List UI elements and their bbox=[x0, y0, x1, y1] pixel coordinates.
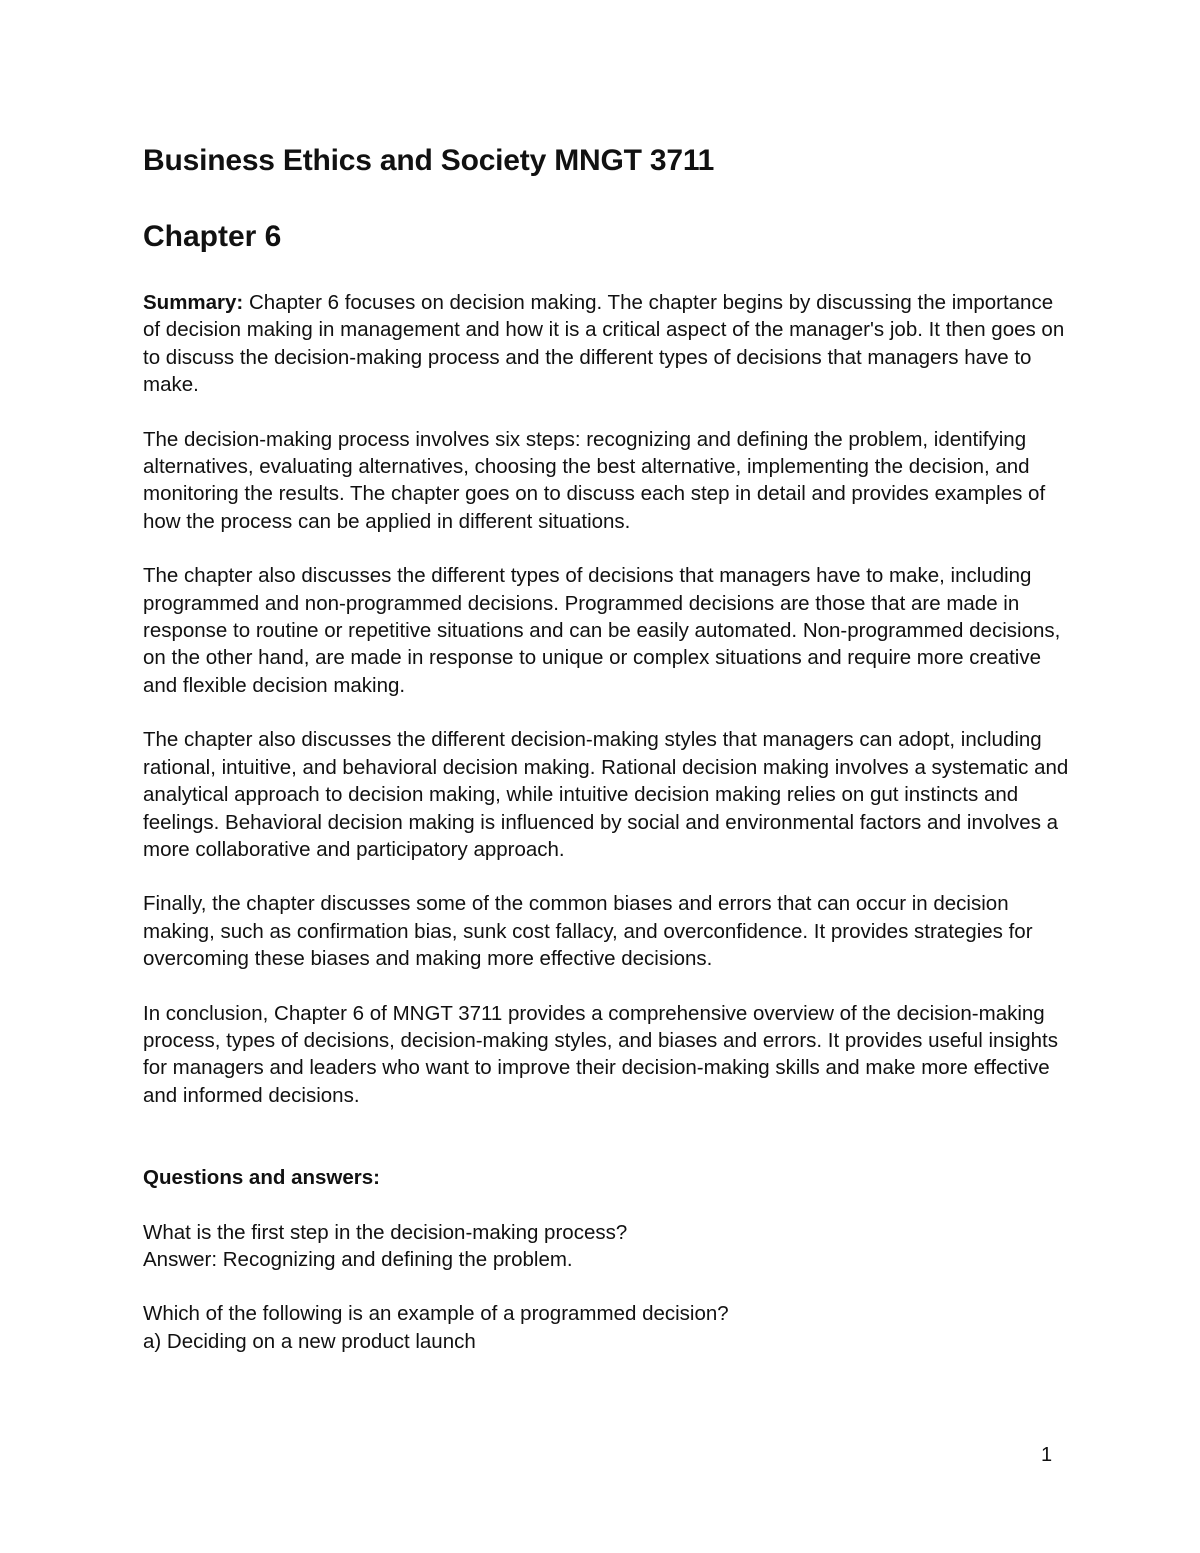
body-paragraph-biases: Finally, the chapter discusses some of the common biases and errors that can occur in decision making, such as confirmation bias, sunk cost fallacy, and overconfidence. It provides strategies for overcoming these biases and making more effective decisions. bbox=[143, 892, 1033, 971]
body-paragraph-decision-types: The chapter also discusses the different types of decisions that managers have to make, including programmed and non-programmed decisions. Programmed decisions are those that are made in response to routine or repetitive situations and can be easily automated. Non-programmed decisions, on the other hand, are made in response to unique or complex situations and require more creative and flexible decision making. bbox=[143, 564, 1061, 697]
qa-item bbox=[143, 1300, 1073, 1355]
page-content bbox=[143, 140, 1073, 1355]
chapter-heading: Chapter 6 bbox=[143, 220, 282, 253]
body-paragraph-conclusion: In conclusion, Chapter 6 of MNGT 3711 provides a comprehensive overview of the decision-making process, types of decisions, decision-making styles, and biases and errors. It provides useful insights for managers and leaders who want to improve their decision-making skills and make more effective and informed decisions. bbox=[143, 1001, 1058, 1107]
page-number: 1 bbox=[1041, 1444, 1053, 1466]
summary-paragraph bbox=[143, 289, 1073, 399]
question-text: Which of the following is an example of a programmed decision? bbox=[143, 1302, 729, 1326]
answer-option: a) Deciding on a new product launch bbox=[143, 1329, 476, 1353]
body-paragraph-process: The decision-making process involves six steps: recognizing and defining the problem, identifying alternatives, evaluating alternatives, choosing the best alternative, implementing the decision, and monitoring the results. The chapter goes on to discuss each step in detail and provides examples of how the process can be applied in different situations. bbox=[143, 427, 1046, 533]
summary-label: Summary: bbox=[143, 291, 244, 314]
document-title: Business Ethics and Society MNGT 3711 bbox=[143, 144, 715, 177]
question-text: What is the first step in the decision-making process? bbox=[143, 1220, 628, 1244]
body-paragraph-styles: The chapter also discusses the different decision-making styles that managers can adopt, including rational, intuitive, and behavioral decision making. Rational decision making involves a systematic and analytical approach to decision making, while intuitive decision making relies on gut instincts and feelings. Behavioral decision making is influenced by social and environmental factors and involves a more collaborative and participatory approach. bbox=[143, 728, 1069, 861]
answer-text: Answer: Recognizing and defining the problem. bbox=[143, 1247, 573, 1271]
qa-item bbox=[143, 1219, 1073, 1274]
summary-text: Chapter 6 focuses on decision making. The chapter begins by discussing the importance of decision making in management and how it is a critical aspect of the manager's job. It then goes on to discuss the decision-making process and the different types of decisions that managers have to make. bbox=[143, 291, 1065, 397]
qa-heading: Questions and answers: bbox=[143, 1166, 380, 1190]
